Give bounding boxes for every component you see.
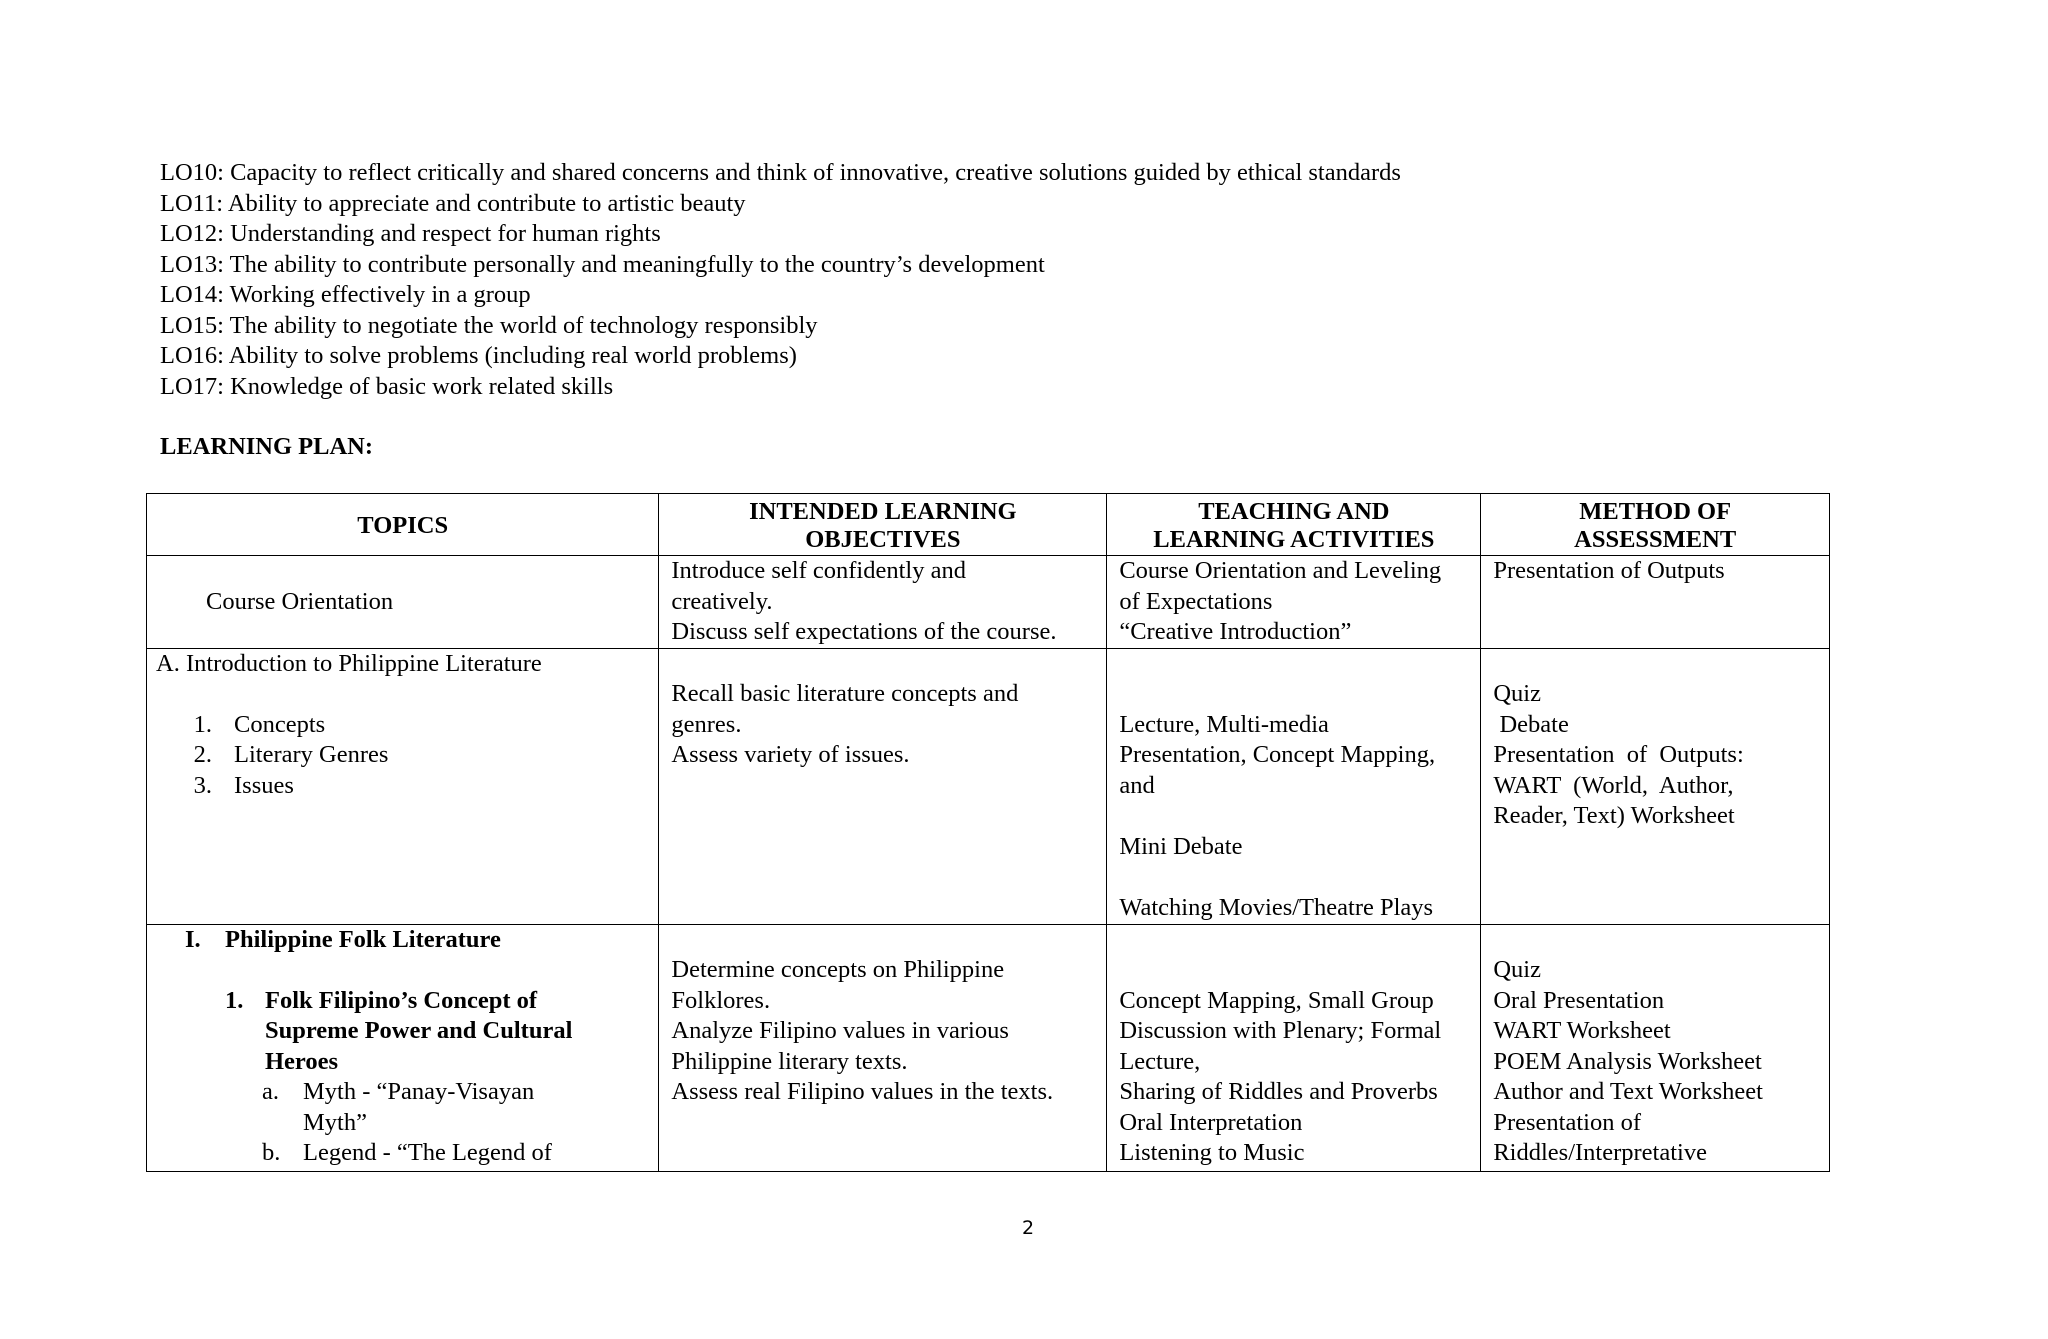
header-objectives: INTENDED LEARNING OBJECTIVES (659, 494, 1107, 556)
learning-outcome-item: LO14: Working effectively in a group (160, 281, 531, 308)
assessment-cell: Presentation of Outputs (1481, 556, 1830, 649)
topic-cell: Course Orientation (147, 556, 659, 649)
learning-outcome-item: LO16: Ability to solve problems (including real world problems) (160, 342, 797, 369)
table-row (147, 924, 1830, 1171)
activities-cell: Concept Mapping, Small Group Discussion with Plenary; Formal Lecture, Sharing of Riddles and Proverbs Oral Interpretation Listening to Music (1107, 924, 1481, 1171)
objectives-cell: Recall basic literature concepts and genres. Assess variety of issues. (659, 648, 1107, 924)
learning-plan-heading: LEARNING PLAN: (160, 433, 374, 460)
table-header-row (147, 494, 1830, 556)
table-row (147, 648, 1830, 924)
learning-outcome-item: LO12: Understanding and respect for human rights (160, 220, 661, 247)
topic-cell: I. Philippine Folk Literature 1. Folk Filipino’s Concept of Supreme Power and Cultural Heroes a. Myth - “Panay-Visayan Myth” b. Legend - “The Legend of (147, 924, 659, 1171)
learning-plan-table (146, 493, 1830, 1172)
header-topics: TOPICS (147, 494, 659, 556)
header-activities: TEACHING AND LEARNING ACTIVITIES (1107, 494, 1481, 556)
learning-outcomes-list (160, 158, 1401, 402)
topic-cell: A. Introduction to Philippine Literature 1. Concepts 2. Literary Genres 3. Issues (147, 648, 659, 924)
learning-outcome-item: LO11: Ability to appreciate and contribute to artistic beauty (160, 189, 746, 217)
page-number: 2 (1021, 1217, 1035, 1239)
learning-outcome-item: LO13: The ability to contribute personally and meaningfully to the country’s development (160, 250, 1045, 278)
objectives-cell: Introduce self confidently and creatively. Discuss self expectations of the course. (659, 556, 1107, 649)
learning-outcome-item: LO15: The ability to negotiate the world of technology responsibly (160, 311, 818, 339)
activities-cell: Course Orientation and Leveling of Expectations “Creative Introduction” (1107, 556, 1481, 649)
learning-outcome-item: LO17: Knowledge of basic work related skills (160, 372, 614, 400)
learning-outcome-item: LO10: Capacity to reflect critically and shared concerns and think of innovative, creative solutions guided by ethical standards (160, 159, 1401, 186)
assessment-cell: Quiz Oral Presentation WART Worksheet POEM Analysis Worksheet Author and Text Worksheet Presentation of Riddles/Interpretative (1481, 924, 1830, 1171)
assessment-cell: Quiz Debate Presentation of Outputs: WART (World, Author, Reader, Text) Worksheet (1481, 648, 1830, 924)
activities-cell: Lecture, Multi-media Presentation, Concept Mapping, and Mini Debate Watching Movies/Theatre Plays (1107, 648, 1481, 924)
objectives-cell: Determine concepts on Philippine Folklores. Analyze Filipino values in various Philippine literary texts. Assess real Filipino values in the texts. (659, 924, 1107, 1171)
table-row (147, 556, 1830, 649)
header-assessment: METHOD OF ASSESSMENT (1481, 494, 1830, 556)
